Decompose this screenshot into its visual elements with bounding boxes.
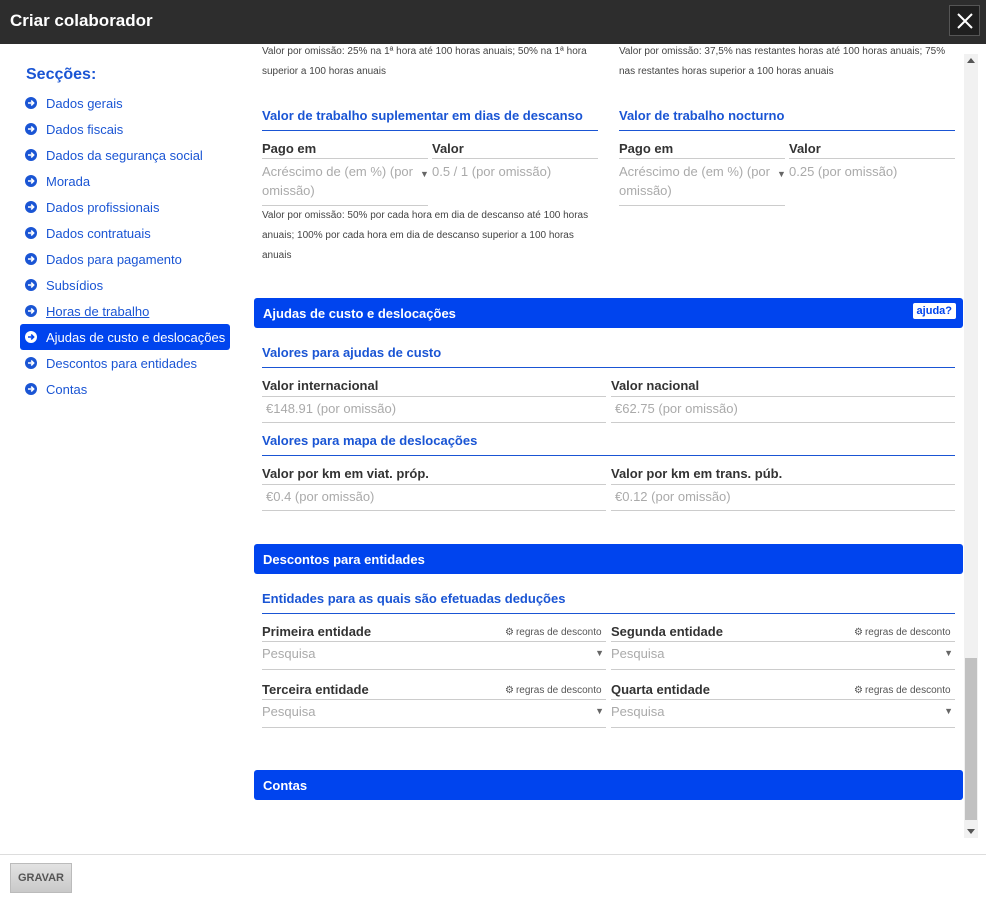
- sidebar-item-label: Dados fiscais: [46, 121, 124, 137]
- sidebar-item-label: Contas: [46, 381, 88, 397]
- close-icon: [957, 13, 973, 29]
- national-value-label: Valor nacional: [611, 378, 700, 393]
- sidebar-item-label: Ajudas de custo e deslocações: [46, 329, 226, 345]
- sidebar-item-label: Horas de trabalho: [46, 303, 150, 319]
- entity-search-placeholder: Pesquisa: [611, 704, 665, 719]
- entity-search-placeholder: Pesquisa: [611, 646, 665, 661]
- chevron-down-icon: ▼: [777, 169, 786, 179]
- public-transport-placeholder: 0.12 (por omissão): [622, 489, 731, 504]
- discount-rules-link[interactable]: [505, 685, 602, 696]
- night-value-label: Valor: [789, 141, 821, 156]
- overtime-note-right-line2: nas restantes horas superior a 100 horas anuais: [619, 66, 834, 77]
- night-paid-in-label-line: [619, 158, 785, 159]
- sidebar-item-8[interactable]: [20, 298, 230, 324]
- section-bar-accounts: [254, 770, 963, 800]
- cost-values-title: Valores para ajudas de custo: [262, 345, 442, 360]
- sidebar-item-4[interactable]: [20, 194, 230, 220]
- gear-icon: ⚙: [854, 627, 863, 638]
- rest-days-underline: [262, 130, 598, 131]
- footer-divider: [0, 854, 986, 855]
- circle-arrow-right-icon: [25, 123, 37, 135]
- entities-underline: [262, 613, 955, 614]
- section-bar-accounts-label: Contas: [263, 777, 308, 793]
- circle-arrow-right-icon: [25, 253, 37, 265]
- euro-icon: €: [266, 489, 274, 504]
- dialog-titlebar: [0, 0, 986, 44]
- entity-search-placeholder: Pesquisa: [262, 704, 316, 719]
- rest-days-paid-in-label-line: [262, 158, 428, 159]
- sidebar-item-5[interactable]: [20, 220, 230, 246]
- circle-arrow-right-icon: [25, 227, 37, 239]
- sidebar-item-6[interactable]: [20, 246, 230, 272]
- discount-rules-label: regras de desconto: [864, 685, 951, 696]
- section-bar-discounts: [254, 544, 963, 574]
- sidebar-item-label: Dados da segurança social: [46, 147, 203, 163]
- help-button[interactable]: ajuda?: [913, 303, 956, 319]
- entity-search-select[interactable]: [262, 644, 606, 670]
- entity-search-select[interactable]: [262, 702, 606, 728]
- international-label-line: [262, 396, 606, 397]
- night-paid-in-select[interactable]: [619, 162, 785, 206]
- chevron-down-icon: ▼: [420, 169, 429, 179]
- overtime-note-left-line1: Valor por omissão: 25% na 1ª hora até 100 horas anuais; 50% na 1ª hora: [262, 46, 587, 57]
- international-value-input[interactable]: [262, 399, 606, 423]
- international-value-placeholder: 148.91 (por omissão): [273, 401, 397, 416]
- discount-rules-label: regras de desconto: [515, 627, 602, 638]
- entity-search-placeholder: Pesquisa: [262, 646, 316, 661]
- sidebar-item-label: Morada: [46, 173, 91, 189]
- rest-days-title: Valor de trabalho suplementar em dias de descanso: [262, 108, 583, 123]
- sidebar-item-label: Subsídios: [46, 277, 104, 293]
- section-bar-discounts-label: Descontos para entidades: [263, 551, 425, 567]
- rest-days-value-label: Valor: [432, 141, 464, 156]
- chevron-down-icon: ▼: [944, 648, 953, 658]
- circle-arrow-right-icon: [25, 305, 37, 317]
- rest-days-paid-in-placeholder: Acréscimo de (em %) (por omissão): [262, 164, 413, 198]
- entity-label-line: [611, 699, 955, 700]
- night-value-label-line: [789, 158, 955, 159]
- night-value-input[interactable]: [789, 162, 955, 184]
- rest-days-note: Valor por omissão: 50% por cada hora em dia de descanso até 100 horas anuais; 100% por cada hora em dia de descanso superior a 100 horas anuais: [262, 210, 589, 261]
- travel-values-title: Valores para mapa de deslocações: [262, 433, 478, 448]
- dialog-title: Criar colaborador: [10, 11, 153, 30]
- own-vehicle-placeholder: 0.4 (por omissão): [273, 489, 375, 504]
- national-label-line: [611, 396, 955, 397]
- discount-rules-link[interactable]: [505, 627, 602, 638]
- own-vehicle-label-line: [262, 484, 606, 485]
- circle-arrow-right-icon: [25, 331, 37, 343]
- sidebar-item-0[interactable]: [20, 90, 230, 116]
- rest-days-value-label-line: [432, 158, 598, 159]
- entities-title: Entidades para as quais são efetuadas deduções: [262, 591, 566, 606]
- entity-search-select[interactable]: [611, 644, 955, 670]
- sidebar-item-3[interactable]: [20, 168, 230, 194]
- sidebar-item-label: Dados contratuais: [46, 225, 151, 241]
- gear-icon: ⚙: [505, 627, 514, 638]
- entity-search-select[interactable]: [611, 702, 955, 728]
- national-value-input[interactable]: [611, 399, 955, 423]
- circle-arrow-right-icon: [25, 201, 37, 213]
- entity-label-line: [262, 699, 606, 700]
- discount-rules-link[interactable]: [854, 685, 951, 696]
- discount-rules-label: regras de desconto: [515, 685, 602, 696]
- entity-label: Segunda entidade: [611, 624, 723, 639]
- euro-icon: €: [266, 401, 274, 416]
- form-content: [244, 44, 964, 854]
- overtime-note-right-line1: Valor por omissão: 37,5% nas restantes horas até 100 horas anuais; 75%: [619, 46, 946, 57]
- sections-title: Secções:: [26, 66, 97, 83]
- euro-icon: €: [615, 489, 623, 504]
- entity-label-line: [262, 641, 606, 642]
- chevron-down-icon: ▼: [595, 648, 604, 658]
- sidebar-item-11[interactable]: [20, 376, 230, 402]
- circle-arrow-right-icon: [25, 97, 37, 109]
- entity-label: Primeira entidade: [262, 624, 372, 639]
- circle-arrow-right-icon: [25, 279, 37, 291]
- travel-values-underline: [262, 455, 955, 456]
- content-scrollbar[interactable]: [964, 54, 978, 838]
- chevron-down-icon: ▼: [944, 706, 953, 716]
- entity-label-line: [611, 641, 955, 642]
- sidebar-item-9[interactable]: [20, 324, 230, 350]
- circle-arrow-right-icon: [25, 383, 37, 395]
- gear-icon: ⚙: [854, 685, 863, 696]
- public-transport-label-line: [611, 484, 955, 485]
- night-work-title: Valor de trabalho nocturno: [619, 108, 785, 123]
- own-vehicle-input[interactable]: [262, 487, 606, 511]
- chevron-down-icon: ▼: [595, 706, 604, 716]
- section-bar-allowances-label: Ajudas de custo e deslocações: [263, 305, 456, 321]
- circle-arrow-right-icon: [25, 175, 37, 187]
- gear-icon: ⚙: [505, 685, 514, 696]
- national-value-placeholder: 62.75 (por omissão): [622, 401, 738, 416]
- scroll-down-arrow-icon[interactable]: [967, 829, 975, 834]
- own-vehicle-label: Valor por km em viat. próp.: [262, 466, 429, 481]
- rest-days-value-placeholder: 0.5 / 1 (por omissão): [432, 164, 552, 179]
- night-paid-in-placeholder: Acréscimo de (em %) (por omissão): [619, 164, 770, 198]
- overtime-note-left: [262, 44, 592, 82]
- discount-rules-label: regras de desconto: [864, 627, 951, 638]
- night-paid-in-label: Pago em: [619, 141, 674, 156]
- sidebar-item-10[interactable]: [20, 350, 230, 376]
- overtime-note-left-line2: superior a 100 horas anuais: [262, 66, 386, 77]
- sidebar-item-label: Dados gerais: [46, 95, 123, 111]
- save-button[interactable]: GRAVAR: [10, 863, 72, 893]
- international-value-label: Valor internacional: [262, 378, 379, 393]
- rest-days-paid-in-label: Pago em: [262, 141, 317, 156]
- sidebar-item-1[interactable]: [20, 116, 230, 142]
- sidebar-item-label: Dados para pagamento: [46, 251, 182, 267]
- night-value-placeholder: 0.25 (por omissão): [789, 164, 898, 179]
- sidebar-item-7[interactable]: [20, 272, 230, 298]
- rest-days-paid-in-select[interactable]: [262, 162, 428, 206]
- rest-days-value-input[interactable]: [432, 162, 598, 184]
- overtime-note-right: [619, 44, 954, 82]
- cost-values-underline: [262, 367, 955, 368]
- public-transport-label: Valor por km em trans. púb.: [611, 466, 783, 481]
- sidebar-item-label: Descontos para entidades: [46, 355, 198, 371]
- public-transport-input[interactable]: [611, 487, 955, 511]
- circle-arrow-right-icon: [25, 149, 37, 161]
- euro-icon: €: [615, 401, 623, 416]
- sidebar-item-2[interactable]: [20, 142, 230, 168]
- section-bar-allowances: [254, 298, 963, 328]
- scrollbar-thumb[interactable]: [965, 658, 977, 820]
- close-button[interactable]: [949, 5, 980, 36]
- entity-label: Terceira entidade: [262, 682, 369, 697]
- sidebar-item-label: Dados profissionais: [46, 199, 160, 215]
- circle-arrow-right-icon: [25, 357, 37, 369]
- discount-rules-link[interactable]: [854, 627, 951, 638]
- entity-label: Quarta entidade: [611, 682, 710, 697]
- scroll-up-arrow-icon[interactable]: [967, 58, 975, 63]
- night-work-underline: [619, 130, 955, 131]
